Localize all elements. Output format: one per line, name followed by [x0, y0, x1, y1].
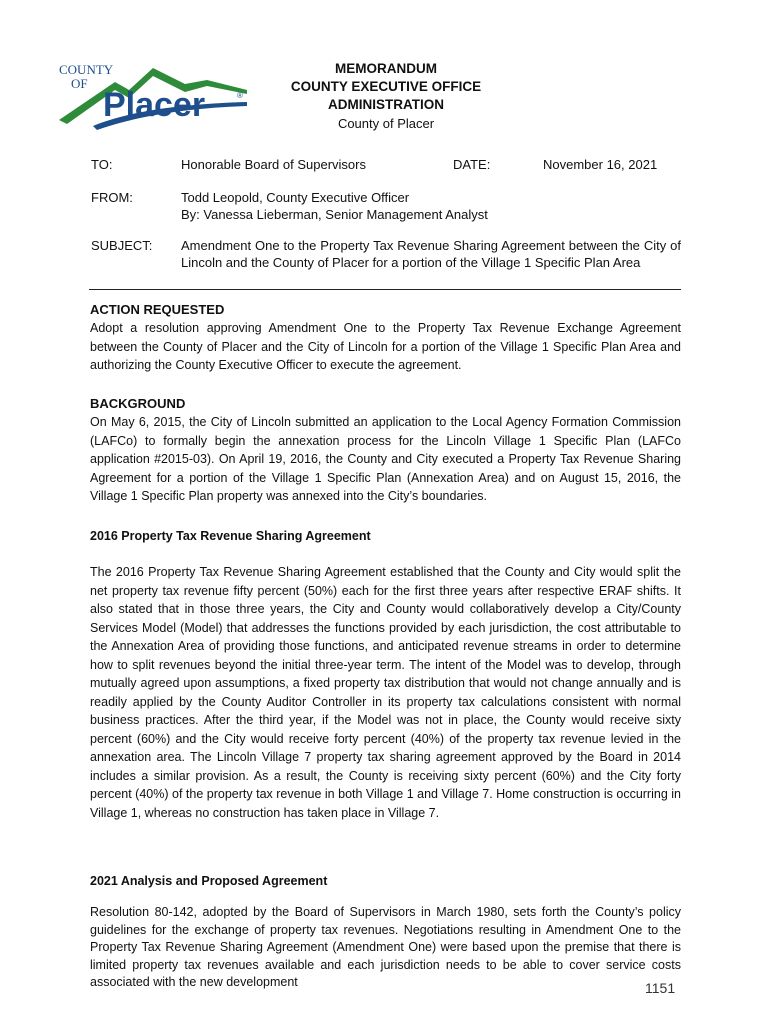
background-section [90, 395, 681, 506]
agreement-2016-heading: 2016 Property Tax Revenue Sharing Agreement [90, 529, 371, 543]
agreement-2016-section [90, 527, 681, 822]
analysis-2021-text: Resolution 80-142, adopted by the Board of Supervisors in March 1980, sets forth the County’s policy guidelines for the exchange of property tax revenues. Negotiations resulting in Amendment One to the Property Tax Revenue Sharing Agreement (Amendment One) were based upon the premise that there is limited property tax revenues available and each jurisdiction needs to be able to cover service costs associated with the new development [90, 905, 681, 989]
date-label: DATE: [453, 157, 491, 172]
subject-label: SUBJECT: [91, 238, 153, 253]
logo-registered-mark: ® [237, 91, 243, 100]
action-section [90, 301, 681, 375]
from-line-2: By: Vanessa Lieberman, Senior Management Analyst [181, 206, 488, 222]
logo-placer-text: Placer [103, 86, 206, 124]
header-county: County of Placer [337, 116, 435, 131]
background-heading: BACKGROUND [90, 396, 186, 411]
action-text: Adopt a resolution approving Amendment One to the Property Tax Revenue Exchange Agreement between the County of Placer and the City of Lincoln for a portion of the Village 1 Specific Plan Area and authorizing the County Executive Officer to execute the agreement. [90, 321, 681, 372]
page-number: 1151 [645, 980, 676, 996]
date-value: November 16, 2021 [543, 157, 658, 172]
to-value: Honorable Board of Supervisors [181, 157, 366, 172]
action-heading: ACTION REQUESTED [90, 302, 225, 317]
logo-of-text: OF [71, 76, 88, 91]
to-label: TO: [91, 157, 113, 172]
from-label: FROM: [91, 190, 133, 205]
from-value [181, 190, 681, 223]
subject-value: Amendment One to the Property Tax Revenue Sharing Agreement between the City of Lincoln and the County of Placer for a portion of the Village 1 Specific Plan Area [181, 238, 681, 270]
header-memorandum: MEMORANDUM [335, 61, 437, 76]
agreement-2016-text: The 2016 Property Tax Revenue Sharing Agreement established that the County and City would split the net property tax revenue fifty percent (50%) each for the first three years after respective ERAF shifts. It also stated that in those three years, the City and County would collaboratively develop a City/County Services Model (Model) that addresses the functions provided by each jurisdiction, the cost attributable to the Annexation Area of providing those functions, and anticipated revenue streams in order to determine how to split revenues beyond the initial three-year term. The intent of the Model was to develop, through mutually agreed upon assumptions, a fixed property tax distribution that would not change annually and is readily applied by the County Auditor Controller in its property tax calculations consistent with normal business practices. After the third year, if the Model was not in place, the County would receive sixty percent (60%) and the City would receive forty percent (40%) of the property tax revenue levied in the annexation area. The Lincoln Village 7 property tax sharing agreement approved by the Board in 2014 includes a similar provision. As a result, the County is receiving sixty percent (60%) and the City forty percent (40%) of the property tax revenue in both Village 1 and Village 7. Home construction is occurring in Village 1, whereas no construction has taken place in Village 7. [90, 565, 681, 820]
logo-county-text: COUNTY [59, 62, 114, 77]
header-office: COUNTY EXECUTIVE OFFICE [290, 79, 482, 94]
from-line-1: Todd Leopold, County Executive Officer [181, 190, 410, 205]
analysis-2021-section [90, 872, 681, 992]
header-administration: ADMINISTRATION [328, 97, 444, 112]
analysis-2021-heading: 2021 Analysis and Proposed Agreement [90, 874, 328, 888]
header-divider [89, 289, 681, 290]
county-of-placer-logo [57, 60, 252, 132]
background-text: On May 6, 2015, the City of Lincoln submitted an application to the Local Agency Formation Commission (LAFCo) to formally begin the annexation process for the Lincoln Village 1 Specific Plan (LAFCo application #2015-03). On April 19, 2016, the County and City executed a Property Tax Revenue Sharing Agreement for a portion of the Village 1 Specific Plan (Annexation Area) and on August 15, 2016, the Village 1 Specific Plan property was annexed into the City’s boundaries. [90, 415, 681, 503]
memo-header [272, 60, 500, 133]
